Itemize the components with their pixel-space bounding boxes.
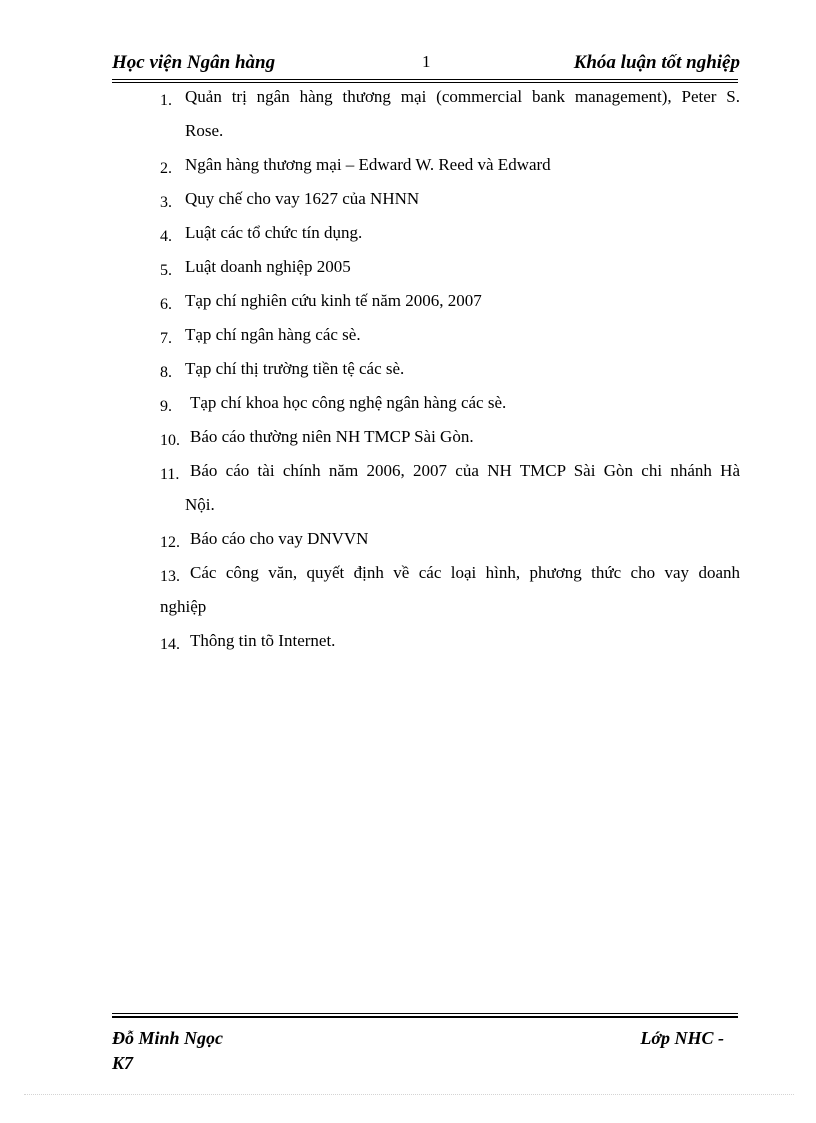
list-item-number: 14. [160, 636, 180, 653]
footer-author: Đỗ Minh Ngọc [112, 1028, 224, 1048]
list-item-text: Luật doanh nghiệp 2005 [185, 257, 351, 276]
list-item-text: Tạp chí khoa học công nghệ ngân hàng các sè. [190, 393, 507, 412]
list-item-text: Ngân hàng thương mại – Edward W. Reed và Edward [185, 155, 551, 174]
list-item-number: 11. [160, 466, 180, 483]
header-thesis-title: Khóa luận tốt nghiệp [573, 52, 740, 73]
list-item-text: Báo cáo tài chính năm 2006, 2007 của NH TMCP Sài Gòn chi nhánh Hà [190, 461, 740, 480]
list-item-text: Báo cáo cho vay DNVVN [190, 529, 369, 548]
footer-class: Lớp NHC - [640, 1028, 724, 1048]
list-item-number: 9. [160, 398, 172, 415]
list-item-number: 10. [160, 432, 180, 449]
list-item-text: Thông tin tõ Internet. [190, 631, 336, 650]
list-item-text: Quản trị ngân hàng thương mại (commercial bank management), Peter S. [185, 87, 740, 106]
footer-class-suffix: K7 [112, 1053, 134, 1073]
list-item-number: 6. [160, 296, 172, 313]
list-item-text-cont: nghiệp [160, 597, 207, 616]
list-item-number: 7. [160, 330, 172, 347]
header-institution: Học viện Ngân hàng [112, 52, 276, 73]
list-item-number: 1. [160, 92, 172, 109]
page-number: 1 [422, 52, 431, 71]
list-item-text: Báo cáo thường niên NH TMCP Sài Gòn. [190, 427, 474, 446]
list-item-number: 13. [160, 568, 180, 585]
footer-rule-top [112, 1013, 738, 1014]
page-header [112, 52, 740, 78]
list-item-number: 8. [160, 364, 172, 381]
list-item-number: 2. [160, 160, 172, 177]
list-item-text: Tạp chí nghiên cứu kinh tế năm 2006, 2007 [185, 291, 482, 310]
page-bottom-edge [24, 1094, 794, 1095]
list-item-text: Các công văn, quyết định về các loại hình, phương thức cho vay doanh [190, 563, 740, 582]
list-item-text: Tạp chí ngân hàng các sè. [185, 325, 361, 344]
list-item-text: Tạp chí thị trường tiền tệ các sè. [185, 359, 405, 378]
list-item-text: Luật các tổ chức tín dụng. [185, 223, 363, 242]
list-item-number: 4. [160, 228, 172, 245]
list-item-text-cont: Nội. [185, 495, 215, 514]
list-item-number: 5. [160, 262, 172, 279]
footer-rule-bottom [112, 1016, 738, 1018]
list-item-number: 12. [160, 534, 180, 551]
list-item-text: Quy chế cho vay 1627 của NHNN [185, 189, 420, 208]
list-item-text-cont: Rose. [185, 121, 224, 140]
list-item-number: 3. [160, 194, 172, 211]
